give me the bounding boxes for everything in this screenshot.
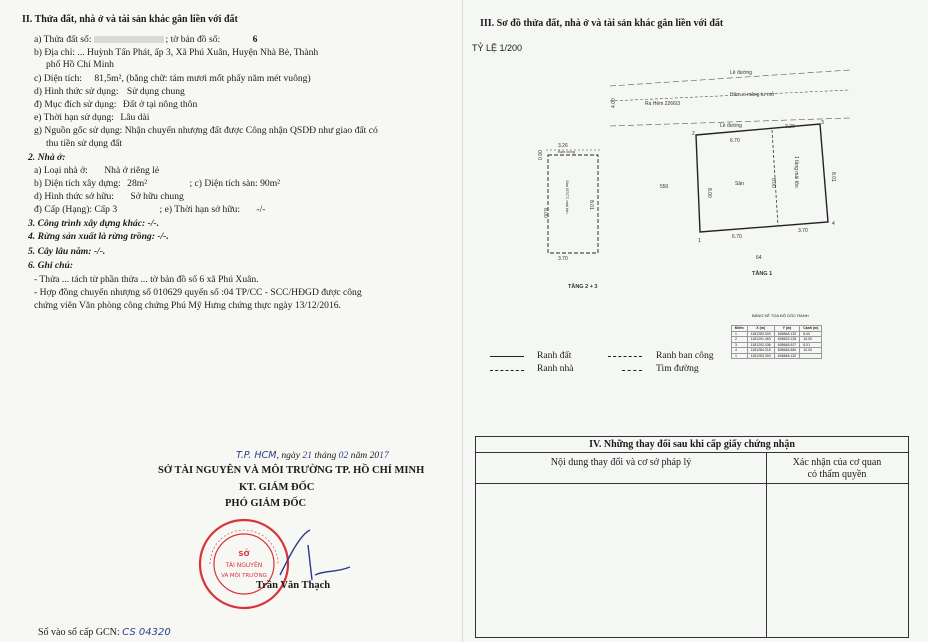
cell: 1181283.303 (747, 353, 774, 359)
balcony-label: Ban công (558, 149, 575, 154)
grade-line (34, 204, 265, 215)
address-line: b) Địa chỉ: ... Huỳnh Tấn Phát, ấp 3, Xã Phú Xuân, Huyện Nhà Bè, Thành (34, 47, 319, 58)
dim-370: 3.70 (798, 228, 808, 234)
note-line-3: chứng viên Văn phòng công chứng Phú Mỹ Hưng chứng thực ngày 13/12/2016. (34, 300, 341, 311)
yard-label: Sân (735, 181, 744, 187)
legend-road: Tim đường (656, 363, 699, 374)
use-form-label: d) Hình thức sử dụng: (34, 86, 119, 97)
road-label-bottom: Lề đường (720, 123, 742, 129)
num-64: 64 (756, 255, 762, 261)
dim-670-bottom: 6.70 (732, 234, 742, 240)
planted-forest: 4. Rừng sản xuất là rừng trồng: -/-. (28, 231, 169, 242)
dim-800-b: 8.00 (770, 178, 776, 188)
legend-balcony-line (608, 356, 642, 357)
issuing-org: SỞ TÀI NGUYÊN VÀ MÔI TRƯỜNG TP. HỒ CHÍ MINH (158, 465, 425, 476)
notes-title: 6. Ghi chú: (28, 260, 74, 271)
cell: 608648.927 (774, 342, 800, 348)
cell: 1 (732, 331, 748, 337)
registry-number: CS 04320 (122, 627, 171, 638)
dim-801-b: 8.01 (588, 200, 594, 210)
ownership-line (34, 191, 184, 202)
changes-col2-line2: có thẩm quyền (807, 469, 867, 480)
note-line-1: - Thửa ... tách từ phần thửa ... tờ bản đồ số 6 xã Phú Xuân. (34, 274, 259, 285)
cell: 608848.132 (774, 353, 800, 359)
use-form-line (34, 86, 185, 97)
house-type-label: a) Loại nhà ở: (34, 165, 88, 176)
dim-326: 3.26 (558, 143, 568, 149)
term-line (34, 112, 149, 123)
svg-text:SỞ: SỞ (238, 550, 250, 558)
map-scale: TỶ LỆ 1/200 (472, 43, 523, 53)
floor-area-label: ; c) Diện tích sàn: (189, 178, 258, 189)
cell: 608848.132 (774, 331, 800, 337)
cell: 1181291.463 (747, 337, 774, 343)
purpose-value: Đất ở tại nông thôn (122, 99, 198, 110)
house-type-value: Nhà ở riêng lẻ (104, 165, 160, 176)
grade-label: đ) Cấp (Hạng): (34, 204, 93, 215)
coord-table-title: BẢNG KÊ TỌA ĐỘ GÓC RANH (752, 313, 809, 318)
origin-line (34, 125, 378, 136)
ownership-label: d) Hình thức sở hữu: (34, 191, 114, 202)
left-page (0, 0, 462, 642)
date-month-label: tháng (314, 450, 337, 461)
cell: 10.00 (800, 337, 822, 343)
coord-col-edge: Cạnh (m) (800, 326, 822, 332)
house-term-value: -/- (256, 204, 266, 215)
section3-title: III. Sơ đồ thửa đất, nhà ở và tài sản khác gắn liền với đất (480, 18, 724, 29)
address-line-cont: phố Hồ Chí Minh (46, 59, 114, 70)
corner-2: 2 (692, 131, 695, 137)
dim-090: 0.90 (538, 150, 544, 160)
changes-box (475, 436, 909, 638)
coord-table (731, 325, 822, 359)
dim-400: 4.00 (611, 98, 617, 108)
legend-house: Ranh nhà (537, 363, 574, 374)
legend-road-line (622, 370, 642, 371)
floor1-label: TẦNG 1 (752, 271, 773, 277)
date-line (236, 450, 389, 461)
floor-area-value: 90m² (260, 178, 281, 189)
registry-label: Số vào sổ cấp GCN: (38, 627, 120, 638)
term-label: e) Thời hạn sử dụng: (34, 112, 114, 123)
cell: 8.00 (800, 331, 822, 337)
dim-370-b: 3.70 (558, 256, 568, 262)
floor23-label: TẦNG 2 + 3 (568, 284, 598, 290)
dim-800-c: 8.00 (542, 208, 548, 218)
date-place: T.P. HCM (236, 450, 277, 461)
area-value: 81,5m², (bằng chữ: tám mươi mốt phẩy năm mét vuông) (94, 73, 311, 84)
coord-col-y: Y (m) (774, 326, 800, 332)
cell: 3 (732, 342, 748, 348)
dim-801: 8.01 (830, 172, 836, 182)
alley-label: Ra Hẻm 2266/3 (645, 101, 681, 107)
dim-320: 3.20 (785, 124, 795, 130)
site-plan (520, 60, 900, 290)
svg-text:TÀI NGUYÊN: TÀI NGUYÊN (225, 562, 263, 569)
date-day-label: , ngày (276, 450, 300, 461)
legend-house-line (490, 370, 524, 371)
legend-land-line (490, 356, 524, 357)
table-row (732, 353, 822, 359)
built-area-line (34, 178, 280, 189)
area-line (34, 73, 311, 84)
house-type-line (34, 165, 159, 176)
term-value: Lâu dài (120, 112, 150, 123)
area-label: c) Diện tích: (34, 73, 82, 84)
grade-value: Cấp 3 (94, 204, 118, 215)
signature-scribble (270, 525, 360, 585)
changes-col1: Nội dung thay đổi và cơ sở pháp lý (550, 457, 692, 468)
note-line-2: - Hợp đồng chuyển nhượng số 010629 quyển số :04 TP/CC - SCC/HĐGD được công (34, 287, 362, 298)
changes-col2-line1: Xác nhận của cơ quan (792, 457, 882, 468)
cell: 4 (732, 348, 748, 354)
signer-name: Trần Văn Thạch (256, 580, 331, 591)
coord-col-point: Điểm (732, 326, 748, 332)
changes-title: IV. Những thay đổi sau khi cấp giấy chứng nhận (476, 437, 908, 453)
kt-director: KT. GIÁM ĐỐC (239, 482, 315, 493)
house-title: 2. Nhà ở: (28, 152, 66, 163)
perennial-trees: 5. Cây lâu năm: -/-. (28, 246, 106, 257)
num-550: 550 (660, 184, 669, 190)
legend-land: Ranh đất (537, 350, 572, 361)
legend-balcony: Ranh ban công (656, 350, 714, 361)
built-area-value: 28m² (127, 178, 148, 189)
alley-label-2: Hẻm xi măng tư mở (730, 92, 775, 98)
cell: 1181283.303 (747, 331, 774, 337)
other-works: 3. Công trình xây dựng khác: -/-. (28, 218, 160, 229)
cell: 1181292.436 (747, 342, 774, 348)
cell: 10.00 (800, 348, 822, 354)
origin-value: Nhận chuyển nhượng đất được Công nhận QSDĐ như giao đất có (124, 125, 378, 136)
date-year: 17 (379, 450, 389, 461)
map-sheet-no: 6 (252, 34, 258, 45)
house-label: 1 tầng mái tôn (793, 156, 799, 188)
date-day: 21 (302, 450, 312, 461)
land-parcel-line (34, 34, 257, 45)
ownership-value: Sở hữu chung (130, 191, 184, 202)
cell: 608648.480 (774, 348, 800, 354)
corner-1: 1 (698, 238, 701, 244)
cell (800, 353, 822, 359)
deputy-director: PHÓ GIÁM ĐỐC (225, 498, 307, 509)
origin-label: g) Nguồn gốc sử dụng: (34, 125, 123, 136)
section2-title: II. Thửa đất, nhà ở và tài sản khác gắn liền với đất (22, 14, 238, 25)
house-term-label: ; e) Thời hạn sở hữu: (159, 204, 240, 215)
road-label-top: Lề đường (730, 70, 752, 76)
use-form-value: Sử dụng chung (126, 86, 185, 97)
dim-670-top: 6.70 (730, 138, 740, 144)
date-year-label: năm 20 (350, 450, 380, 461)
cell: 1 (732, 353, 748, 359)
dim-800-a: 8.00 (706, 188, 712, 198)
svg-text:VÀ MÔI TRƯỜNG: VÀ MÔI TRƯỜNG (221, 573, 267, 579)
map-sheet-label: ; tờ bản đồ số: (165, 34, 221, 45)
parcel-no-label: a) Thửa đất số: (34, 34, 92, 45)
cell: 2 (732, 337, 748, 343)
cell: 608629.128 (774, 337, 800, 343)
changes-col-divider (476, 453, 767, 637)
date-month: 02 (338, 450, 349, 461)
purpose-label: đ) Mục đích sử dụng: (34, 99, 117, 110)
origin-cont: thu tiền sử dụng đất (46, 138, 123, 149)
cell: 1181284.215 (747, 348, 774, 354)
built-area-label: b) Diện tích xây dựng: (34, 178, 121, 189)
changes-col2 (766, 457, 908, 481)
floor23-room: Sàn BTCT, mái tôn (565, 180, 570, 214)
registry-footer (38, 627, 171, 638)
redacted-block (94, 36, 164, 43)
cell: 8.01 (800, 342, 822, 348)
corner-3: 3 (821, 120, 824, 126)
coord-col-x: X (m) (747, 326, 774, 332)
purpose-line (34, 99, 197, 110)
corner-4: 4 (832, 221, 835, 227)
